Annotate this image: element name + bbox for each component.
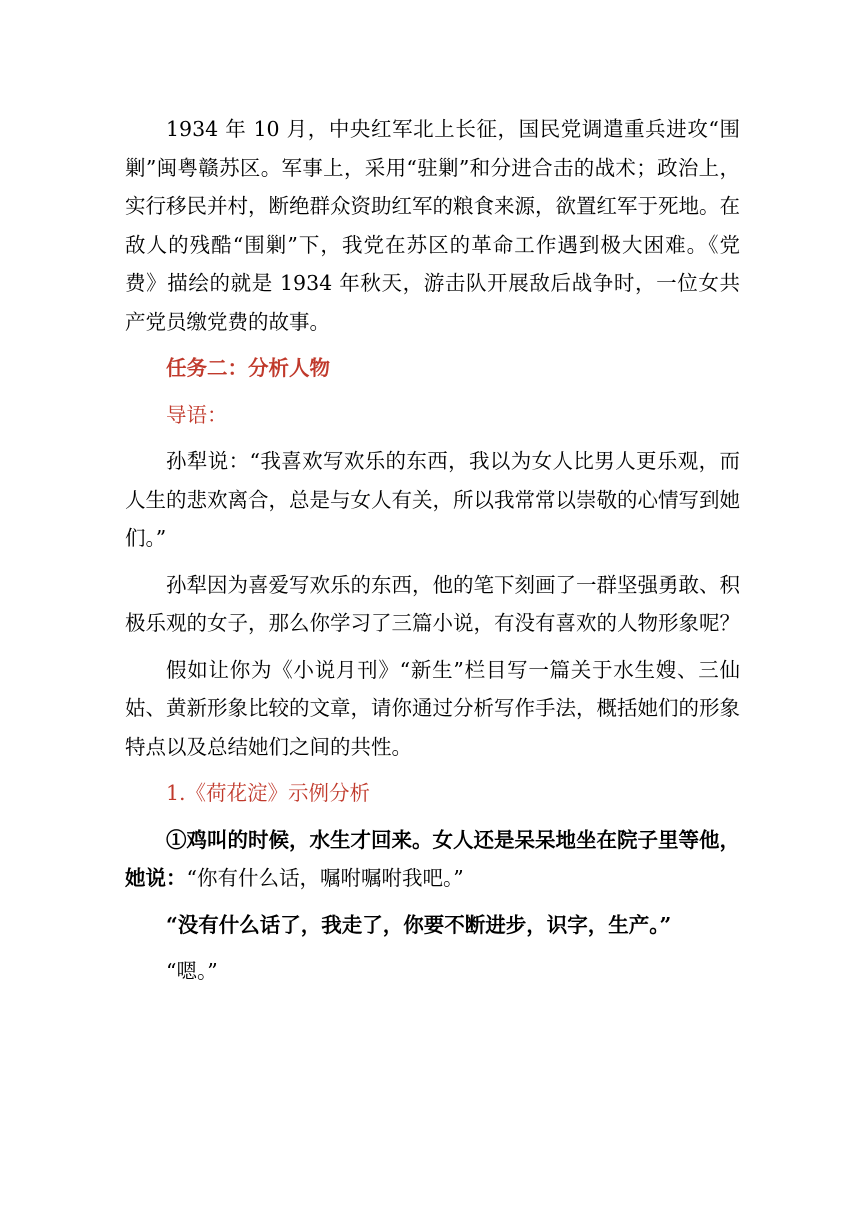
intro-label: 导语： (166, 402, 228, 427)
paragraph-background: 1934 年 10 月，中央红军北上长征，国民党调遣重兵进攻“围剿”闽粤赣苏区。军事上，采用“驻剿”和分进合击的战术；政治上，实行移民并村，断绝群众资助红军的粮食来源，欲置红军于死地。在敌人的残酷“围剿”下，我党在苏区的革命工作遇到极大困难。《党费》描绘的就是 1934 年秋天，游击队开展敌后战争时，一位女共产党员缴党费的故事。 (125, 117, 740, 334)
excerpt-paragraph-3: “嗯。” (166, 959, 218, 983)
paragraph-question: 孙犁因为喜爱写欢乐的东西，他的笔下刻画了一群坚强勇敢、积极乐观的女子，那么你学习了三篇小说，有没有喜欢的人物形象呢？ (125, 572, 740, 635)
example-heading: 1.《荷花淀》示例分析 (166, 781, 371, 805)
paragraph-assignment: 假如让你为《小说月刊》“新生”栏目写一篇关于水生嫂、三仙姑、黄新形象比较的文章，请你通过分析写作手法，概括她们的形象特点以及总结她们之间的共性。 (125, 657, 740, 759)
excerpt-normal-text-1: “你有什么话，嘱咐嘱咐我吧。” (186, 866, 464, 890)
excerpt-bold-text-1: ①鸡叫的时候，水生才回来。女人还是呆呆地坐在院子里等他，她说： (125, 827, 740, 890)
excerpt-paragraph-2: “没有什么话了，我走了，你要不断进步，识字，生产。” (166, 912, 672, 937)
paragraph-quote: 孙犁说：“我喜欢写欢乐的东西，我以为女人比男人更乐观，而人生的悲欢离合，总是与女人有关，所以我常常以崇敬的心情写到她们。” (125, 449, 740, 550)
excerpt-paragraph-1 (125, 821, 740, 898)
task-heading: 任务二：分析人物 (166, 356, 330, 380)
document-body (125, 110, 740, 991)
